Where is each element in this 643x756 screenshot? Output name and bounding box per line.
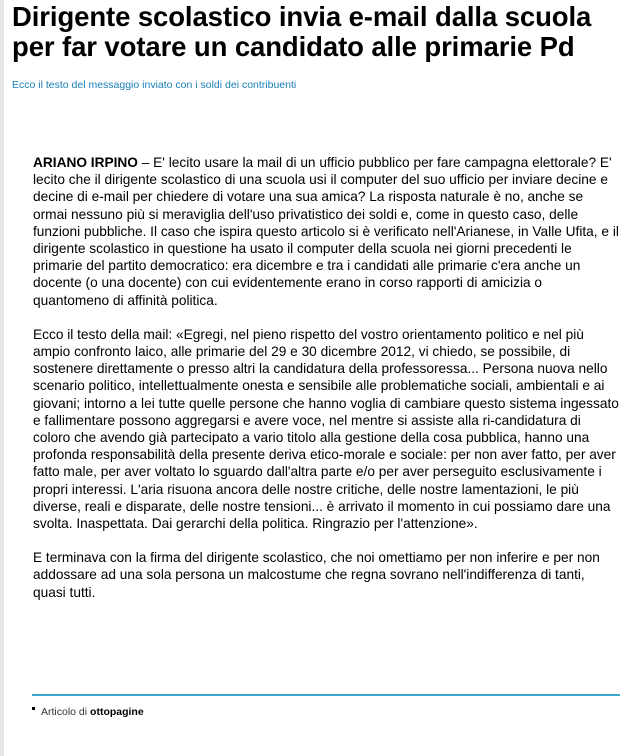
article-headline: Dirigente scolastico invia e-mail dalla scuola per far votare un candidato alle primarie Pd (12, 1, 592, 62)
article-subtitle: Ecco il testo del messaggio inviato con i soldi dei contribuenti (12, 79, 297, 91)
lead-place: ARIANO IRPINO (33, 155, 138, 170)
credit-source: ottopagine (90, 706, 144, 718)
left-edge-rule (0, 0, 4, 756)
paragraph-3: E terminava con la firma del dirigente scolastico, che noi omettiamo per non inferire e per non addossare ad una sola persona un malcostume che regna sovrano nell'indifferenza di tanti, quasi tutti. (33, 550, 600, 600)
bullet-icon (32, 707, 35, 710)
article-credit (32, 706, 144, 719)
paragraph-1-text: – E' lecito usare la mail di un ufficio pubblico per fare campagna elettorale? E' lecito che il dirigente scolastico di una scuola usi il computer del suo ufficio per inviare decine e decine di e-mail per chiedere di votare una sua amica? La risposta naturale è no, anche se ormai nessuno più si meraviglia dell'uso privatistico dei soldi e, come in questo caso, delle funzioni pubbliche. Il caso che ispira questo articolo si è verificato nell'Arianese, in Valle Ufita, e il dirigente scolastico in questione ha usato il computer della scuola nei giorni precedenti le primarie del partito democratico: era dicembre e tra i candidati alle primarie c'era anche un docente (o una docente) con cui evidentemente erano in corso rapporti di amicizia o quantomeno di affinità politica. (33, 155, 619, 308)
paragraph-2: Ecco il testo della mail: «Egregi, nel pieno rispetto del vostro orientamento politico e nel più ampio confronto laico, alle primarie del 29 e 30 dicembre 2012, vi chiedo, se possibile, di sostenere direttamente o presso altri la candidatura della professoressa... Persona nuova nello scenario politico, intellettualmente onesta e sensibile alle problematiche sociali, ambientali e ai giovani; intorno a lei tutte quelle persone che hanno voglia di cambiare questo sistema ingessato e fallimentare possono aggregarsi e avere voce, nel mentre si assiste alla ri-candidatura di coloro che avendo già partecipato a vario titolo alla gestione della cosa pubblica, hanno una profonda responsabilità della presente deriva etico-morale e sociale: per non aver fatto, per aver fatto male, per aver voltato lo sguardo dall'altra parte e/o per aver perseguito esclusivamente i propri interessi. L'aria risuona ancora delle nostre critiche, delle nostre lamentazioni, le più diverse, reali e disparate, delle nostre tensioni... è arrivato il momento in cui possiamo dare una svolta. Inaspettata. Dai gerarchi della politica. Ringrazio per l'attenzione». (33, 326, 619, 532)
footer-divider (32, 694, 620, 696)
paragraph-1 (33, 154, 620, 309)
article-body (33, 154, 620, 618)
credit-prefix: Articolo di (41, 706, 91, 718)
